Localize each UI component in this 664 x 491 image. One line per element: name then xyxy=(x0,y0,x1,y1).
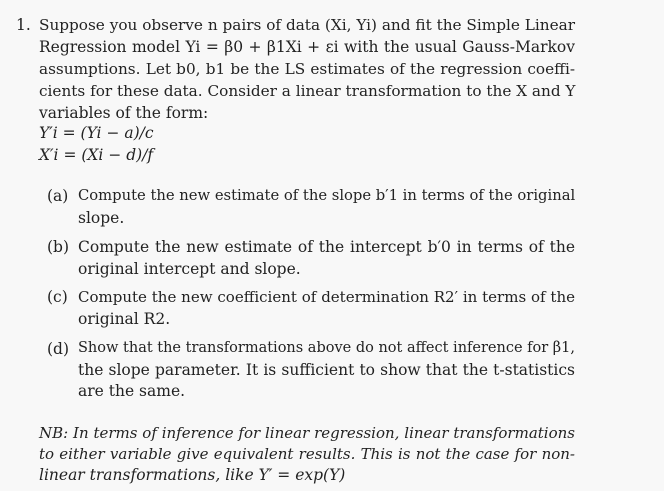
part-a-line-2: slope. xyxy=(78,209,125,227)
part-d-line-3: are the same. xyxy=(78,382,186,400)
note-line-2: to either variable give equivalent results. This is not the case for non- xyxy=(39,445,575,463)
part-d-line-2: the slope parameter. It is sufficient to show that the t-statistics xyxy=(78,361,575,379)
intro-line-3: assumptions. Let b0, b1 be the LS estimates of the regression coeffi- xyxy=(39,60,575,78)
formula-y: Y′i = (Yi − a)/c xyxy=(39,124,154,142)
intro-line-5: variables of the form: xyxy=(39,104,209,122)
part-b-line-1: Compute the new estimate of the intercept b′0 in terms of the xyxy=(78,238,575,256)
part-c-line-2: original R2. xyxy=(78,310,171,328)
part-d-label: (d) xyxy=(47,340,70,358)
part-c-line-1: Compute the new coefficient of determination R2′ in terms of the xyxy=(78,288,575,306)
problem-number: 1. xyxy=(16,16,31,34)
part-b-label: (b) xyxy=(47,238,70,256)
part-c-label: (c) xyxy=(47,288,68,306)
note-line-1: NB: In terms of inference for linear regression, linear transformations xyxy=(39,424,575,442)
part-d-line-1: Show that the transformations above do not affect inference for β1, xyxy=(78,340,576,356)
part-a-line-1: Compute the new estimate of the slope b′1 in terms of the original xyxy=(78,187,576,204)
intro-line-2: Regression model Yi = β0 + β1Xi + εi with the usual Gauss-Markov xyxy=(39,38,575,56)
intro-line-1: Suppose you observe n pairs of data (Xi, Yi) and fit the Simple Linear xyxy=(39,16,575,34)
note-line-3: linear transformations, like Y′ = exp(Y) xyxy=(39,466,346,484)
part-a-label: (a) xyxy=(47,187,69,205)
intro-line-4: cients for these data. Consider a linear transformation to the X and Y xyxy=(39,82,576,100)
formula-x: X′i = (Xi − d)/f xyxy=(39,146,154,164)
part-b-line-2: original intercept and slope. xyxy=(78,260,301,278)
